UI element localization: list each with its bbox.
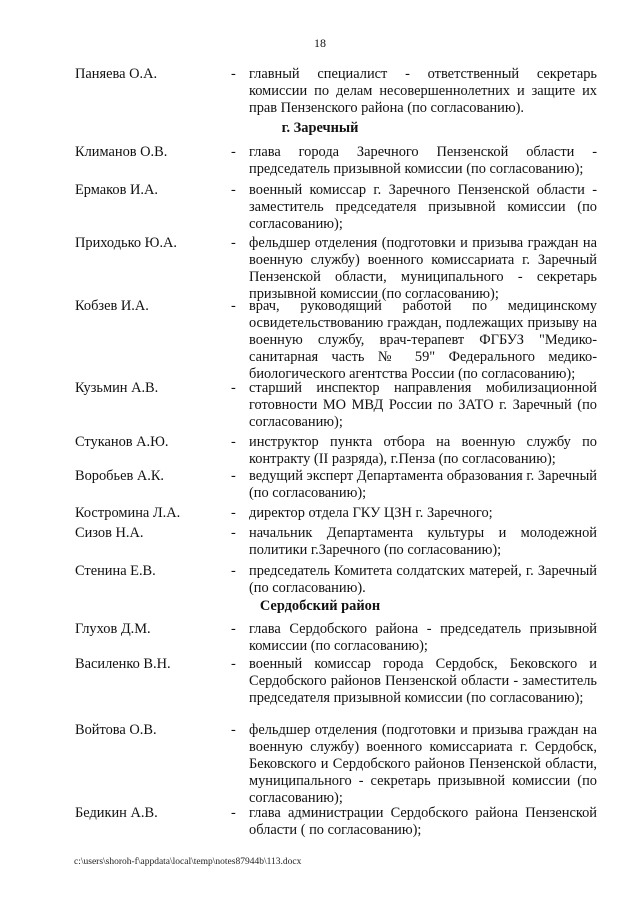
person-role: врач, руководящий работой по медицинскому освидетельствованию граждан, подлежащих призыву на военную службу, врач-терапевт ФГБУЗ "Медико-санитарная часть № 59" Федерального медико-биологического агентства России (по согласованию); [249,298,597,382]
person-role: военный комиссар города Сердобск, Бековского и Сердобского районов Пензенской области - заместитель председателя призывной комиссии (по согласованию); [249,656,597,706]
person-name: Ермаков И.А. [75,182,158,198]
dash: - [231,505,236,521]
person-name: Кузьмин А.В. [75,380,159,396]
dash: - [231,298,236,314]
person-name: Паняева О.А. [75,66,158,82]
dash: - [231,235,236,251]
dash: - [231,182,236,198]
dash: - [231,468,236,484]
person-role: главный специалист - ответственный секретарь комиссии по делам несовершеннолетних и защите их прав Пензенского района (по согласованию). [249,66,597,116]
section-title-serdobsk: Сердобский район [259,598,381,614]
footer-file-path: c:\users\shoroh-f\appdata\local\temp\notes87944b\113.docx [74,857,302,867]
dash: - [231,525,236,541]
page-number: 18 [314,36,326,50]
person-name: Климанов О.В. [75,144,168,160]
person-role: инструктор пункта отбора на военную службу по контракту (II разряда), г.Пенза (по согласованию); [249,434,597,467]
person-name: Войтова О.В. [75,722,157,738]
person-name: Воробьев А.К. [75,468,165,484]
person-name: Василенко В.Н. [75,656,171,672]
dash: - [231,563,236,579]
person-role: фельдшер отделения (подготовки и призыва граждан на военную службу) военного комиссариата г. Заречный Пензенской области, муниципального - секретарь призывной комиссии (по согласованию); [249,235,597,302]
person-role: директор отдела ГКУ ЦЗН г. Заречного; [249,505,493,521]
person-role: председатель Комитета солдатских матерей, г. Заречный (по согласованию). [249,563,597,596]
person-role: ведущий эксперт Департамента образования г. Заречный (по согласованию); [249,468,597,501]
person-role: фельдшер отделения (подготовки и призыва граждан на военную службу) военного комиссариата г. Сердобск, Бековского и Сердобского районов Пензенской области, муниципального - секретарь призывной комиссии (по согласованию); [249,722,597,806]
person-role: глава Сердобского района - председатель призывной комиссии (по согласованию); [249,621,597,654]
dash: - [231,805,236,821]
person-name: Костромина Л.А. [75,505,181,521]
dash: - [231,621,236,637]
dash: - [231,722,236,738]
person-role: глава администрации Сердобского района Пензенской области ( по согласованию); [249,805,597,838]
person-name: Приходько Ю.А. [75,235,178,251]
person-name: Стуканов А.Ю. [75,434,169,450]
person-role: начальник Департамента культуры и молодежной политики г.Заречного (по согласованию); [249,525,597,558]
person-name: Стенина Е.В. [75,563,156,579]
person-role: глава города Заречного Пензенской области - председатель призывной комиссии (по согласованию); [249,144,597,177]
person-name: Сизов Н.А. [75,525,144,541]
person-role: старший инспектор направления мобилизационной готовности МО МВД России по ЗАТО г. Заречный (по согласованию); [249,380,597,430]
person-name: Глухов Д.М. [75,621,151,637]
person-name: Кобзев И.А. [75,298,149,314]
person-role: военный комиссар г. Заречного Пензенской области - заместитель председателя призывной комиссии (по согласованию); [249,182,597,232]
dash: - [231,380,236,396]
person-name: Бедикин А.В. [75,805,158,821]
dash: - [231,144,236,160]
dash: - [231,434,236,450]
dash: - [231,66,236,82]
dash: - [231,656,236,672]
section-title-zarechny: г. Заречный [281,120,359,136]
